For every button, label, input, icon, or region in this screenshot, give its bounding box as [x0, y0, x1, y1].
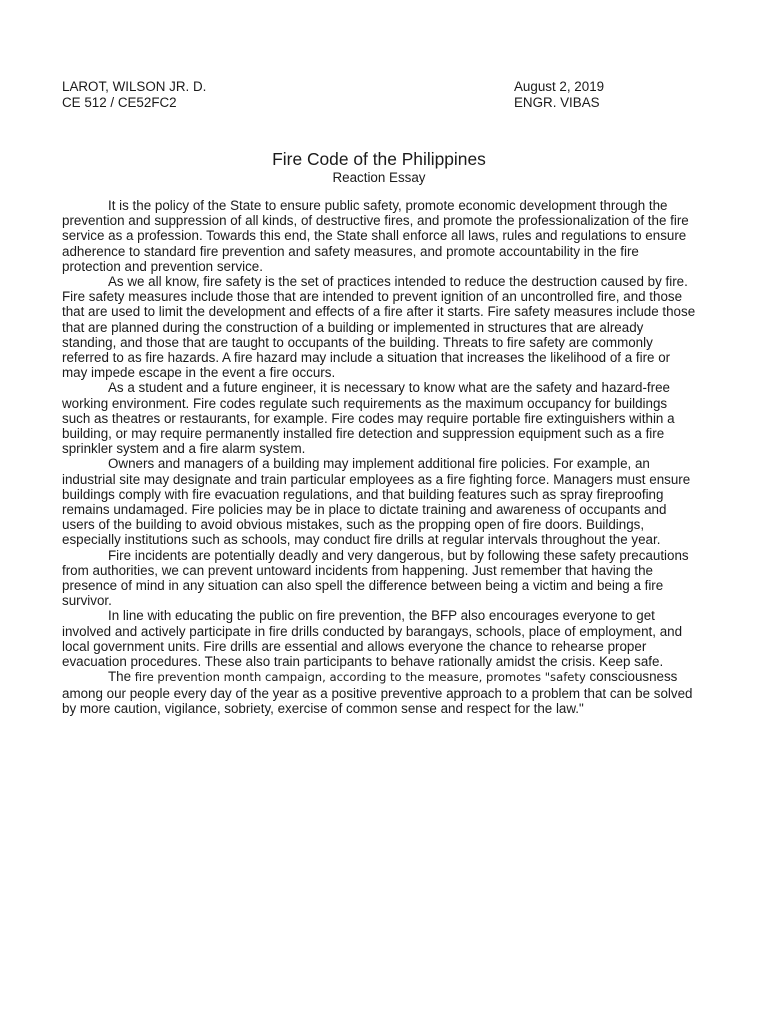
- paragraph: Fire incidents are potentially deadly and very dangerous, but by following these safety precautions from authorities, we can prevent untoward incidents from happening. Just remember that having the presence of mind in any situation can also spell the difference between being a victim and being a fire survivor.: [62, 547, 689, 609]
- instructor-name: ENGR. VIBAS: [514, 94, 600, 110]
- paragraph-last-middle: fire prevention month campaign, according to the measure, promotes "safety: [134, 670, 586, 685]
- paragraph-last-tail: consciousness among our people every day of the year as a positive preventive approach to a problem that can be solved by more caution, vigilance, sobriety, exercise of common sense and respect for the law.": [62, 669, 693, 716]
- document-page: [62, 79, 696, 716]
- paragraph-last: [62, 669, 696, 716]
- paragraph: Owners and managers of a building may implement additional fire policies. For example, an industrial site may designate and train particular employees as a fire fighting force. Managers must ensure buildings comply with fire evacuation regulations, and that building features such as spray fireproofing remains undamaged. Fire policies may be in place to dictate training and awareness of occupants and users of the building to avoid obvious mistakes, such as the propping open of fire doors. Buildings, especially institutions such as schools, may conduct fire drills at regular intervals throughout the year.: [62, 456, 691, 548]
- paragraph: It is the policy of the State to ensure public safety, promote economic development through the prevention and suppression of all kinds, of destructive fires, and promote the professionalization of the fire service as a profession. Towards this end, the State shall enforce all laws, rules and regulations to ensure adherence to standard fire prevention and safety measures, and promote accountability in the fire protection and prevention service.: [62, 198, 689, 274]
- document-date: August 2, 2019: [514, 79, 605, 94]
- header-right-block: [514, 79, 604, 110]
- paragraph: In line with educating the public on fire prevention, the BFP also encourages everyone to get involved and actively participate in fire drills conducted by barangays, schools, place of employment, and local government units. Fire drills are essential and allows everyone the chance to rehearse proper evacuation procedures. These also train participants to behave rationally amidst the crisis. Keep safe.: [62, 608, 683, 670]
- course-code: CE 512 / CE52FC2: [62, 94, 177, 110]
- document-header: [62, 79, 696, 111]
- paragraph-last-lead: The: [108, 669, 135, 685]
- paragraph: As a student and a future engineer, it is necessary to know what are the safety and hazard-free working environment. Fire codes regulate such requirements as the maximum occupancy for buildings such as theatres or restaurants, for example. Fire codes may require portable fire extinguishers within a building, or may require permanently installed fire detection and suppression equipment such as a fire sprinkler system and a fire alarm system.: [62, 380, 675, 457]
- document-subtitle: Reaction Essay: [332, 170, 426, 185]
- document-title: Fire Code of the Philippines: [272, 149, 486, 169]
- title-block: [62, 149, 696, 186]
- header-left-block: [62, 79, 206, 110]
- author-name: LAROT, WILSON JR. D.: [62, 79, 207, 94]
- paragraph: As we all know, fire safety is the set of practices intended to reduce the destruction caused by fire. Fire safety measures include those that are intended to prevent ignition of an uncontrolled fire, and those that are used to limit the development and effects of a fire after it starts. Fire safety measures include those that are planned during the construction of a building or implemented in structures that are already standing, and those that are taught to occupants of the building. Threats to fire safety are commonly referred to as fire hazards. A fire hazard may include a situation that increases the likelihood of a fire or may impede escape in the event a fire occurs.: [62, 274, 696, 381]
- essay-body: [62, 198, 696, 716]
